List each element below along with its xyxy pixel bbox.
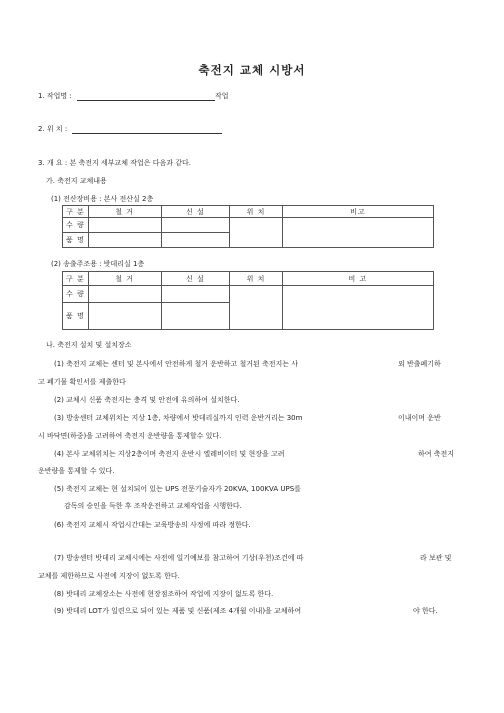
document-title: 축전지 교체 시방서 (198, 63, 306, 77)
work-name-blank[interactable] (77, 92, 215, 101)
para-7-line1: (7) 방송센터 밧데리 교체시에는 사전에 일기예보를 참고하여 기상(우천)조건에 따 (54, 554, 304, 562)
para-1-line2: 고 폐기물 확인서를 제출한다 (38, 378, 126, 386)
table2-row-qty: 수 량 (63, 286, 89, 303)
para-9-line1-end: 야 한다. (413, 607, 438, 615)
para-3-line2: 시 바닥면(하중)을 고려하여 축전지 운반량을 통제할수 있다. (38, 432, 222, 440)
table2-header-remove: 철 거 (88, 272, 161, 286)
para-9-line1: (9) 밧데리 LOT가 일련으로 되어 있는 제품 및 신품(제조 4개월 이내)을 교체하여 (54, 607, 302, 615)
location-label: 2. 위 치 : (38, 125, 68, 133)
table2-cell[interactable] (88, 303, 161, 330)
table2-header-remarks: 비 고 (282, 272, 433, 286)
table1-cell[interactable] (161, 233, 230, 248)
para-4-line1-end: 하여 축전지 (418, 450, 455, 458)
para-6: (6) 축전지 교체시 작업시간대는 교육방송의 사정에 따라 정한다. (54, 521, 251, 529)
table1-header-remove: 철 거 (88, 206, 161, 218)
para-8: (8) 밧데리 교체장소는 사전에 현장점조하여 작업에 지장이 없도록 한다. (54, 590, 274, 598)
para-5-line1: (5) 축전지 교체는 현 설치되어 있는 UPS 전문기술자가 20KVA, 100KVA UPS를 (54, 485, 301, 493)
table1-header-category: 구 분 (63, 206, 89, 218)
table2-header-location: 위 치 (230, 272, 283, 286)
para-7-line2: 교체를 제한하므로 사전에 지장이 없도록 한다. (38, 572, 180, 580)
table1-header-install: 신 설 (161, 206, 230, 218)
work-name-label: 1. 작업명 : (38, 92, 72, 100)
table2-cell[interactable] (161, 303, 230, 330)
para-1-line1-end: 외 반출폐기하 (398, 360, 441, 368)
table1-cell-remarks[interactable] (282, 218, 433, 248)
spec-table-1 (62, 205, 434, 248)
para-3-line1: (3) 방송센터 교체위치는 지상 1층, 차량에서 밧데리실까지 인력 운반거리는 30m (54, 414, 303, 422)
overview-line: 3. 개 요 : 본 축전지 세부교체 작업은 다음과 같다. (38, 159, 192, 167)
para-2: (2) 교체시 신품 축전지는 충격 및 안전에 유의하여 설치한다. (54, 396, 240, 404)
para-5-line2: 감독의 승인을 득한 후 조작운전하고 교체작업을 시행한다. (64, 502, 242, 510)
table1-row-qty: 수 량 (63, 218, 89, 233)
location-blank[interactable] (72, 125, 222, 134)
table2-cell-remarks[interactable] (282, 286, 433, 330)
table2-row-name: 품 명 (63, 303, 89, 330)
table2-cell[interactable] (161, 286, 230, 303)
para-3-line1-end: 이내이며 운반 (398, 414, 441, 422)
para-7-line1-end: 라 보관 및 (420, 554, 452, 562)
sub1-heading: (1) 전산장비용 : 본사 전산실 2층 (51, 195, 154, 203)
table2-cell-location[interactable] (230, 286, 283, 330)
section-na-heading: 나. 축전지 설치 및 설치장소 (46, 341, 132, 349)
para-1-line1: (1) 축전지 교체는 센터 및 본사에서 안전하게 철거 운반하고 철거된 축전지는 사 (54, 360, 299, 368)
work-name-row (38, 92, 229, 101)
para-4-line1: (4) 본사 교체위치는 지상2층이며 축전지 운반시 엘레비이터 및 현장을 고려 (54, 450, 285, 458)
table2-cell[interactable] (88, 286, 161, 303)
table1-cell-location[interactable] (230, 218, 283, 248)
sub2-heading: (2) 송출주조용 : 밧데리실 1층 (51, 260, 145, 268)
table1-row-name: 품 명 (63, 233, 89, 248)
table1-cell[interactable] (161, 218, 230, 233)
location-row (38, 125, 222, 134)
spec-table-2 (62, 271, 434, 330)
table1-cell[interactable] (88, 218, 161, 233)
table2-header-category: 구 분 (63, 272, 89, 286)
table2-header-install: 신 설 (161, 272, 230, 286)
table1-header-remarks: 비고 (282, 206, 433, 218)
table1-cell[interactable] (88, 233, 161, 248)
table1-header-location: 위 치 (230, 206, 283, 218)
work-name-suffix: 작업 (215, 92, 229, 100)
para-4-line2: 운반량을 통제할 수 있다. (38, 467, 115, 475)
section-ga-heading: 가. 축전지 교체내용 (46, 177, 107, 185)
